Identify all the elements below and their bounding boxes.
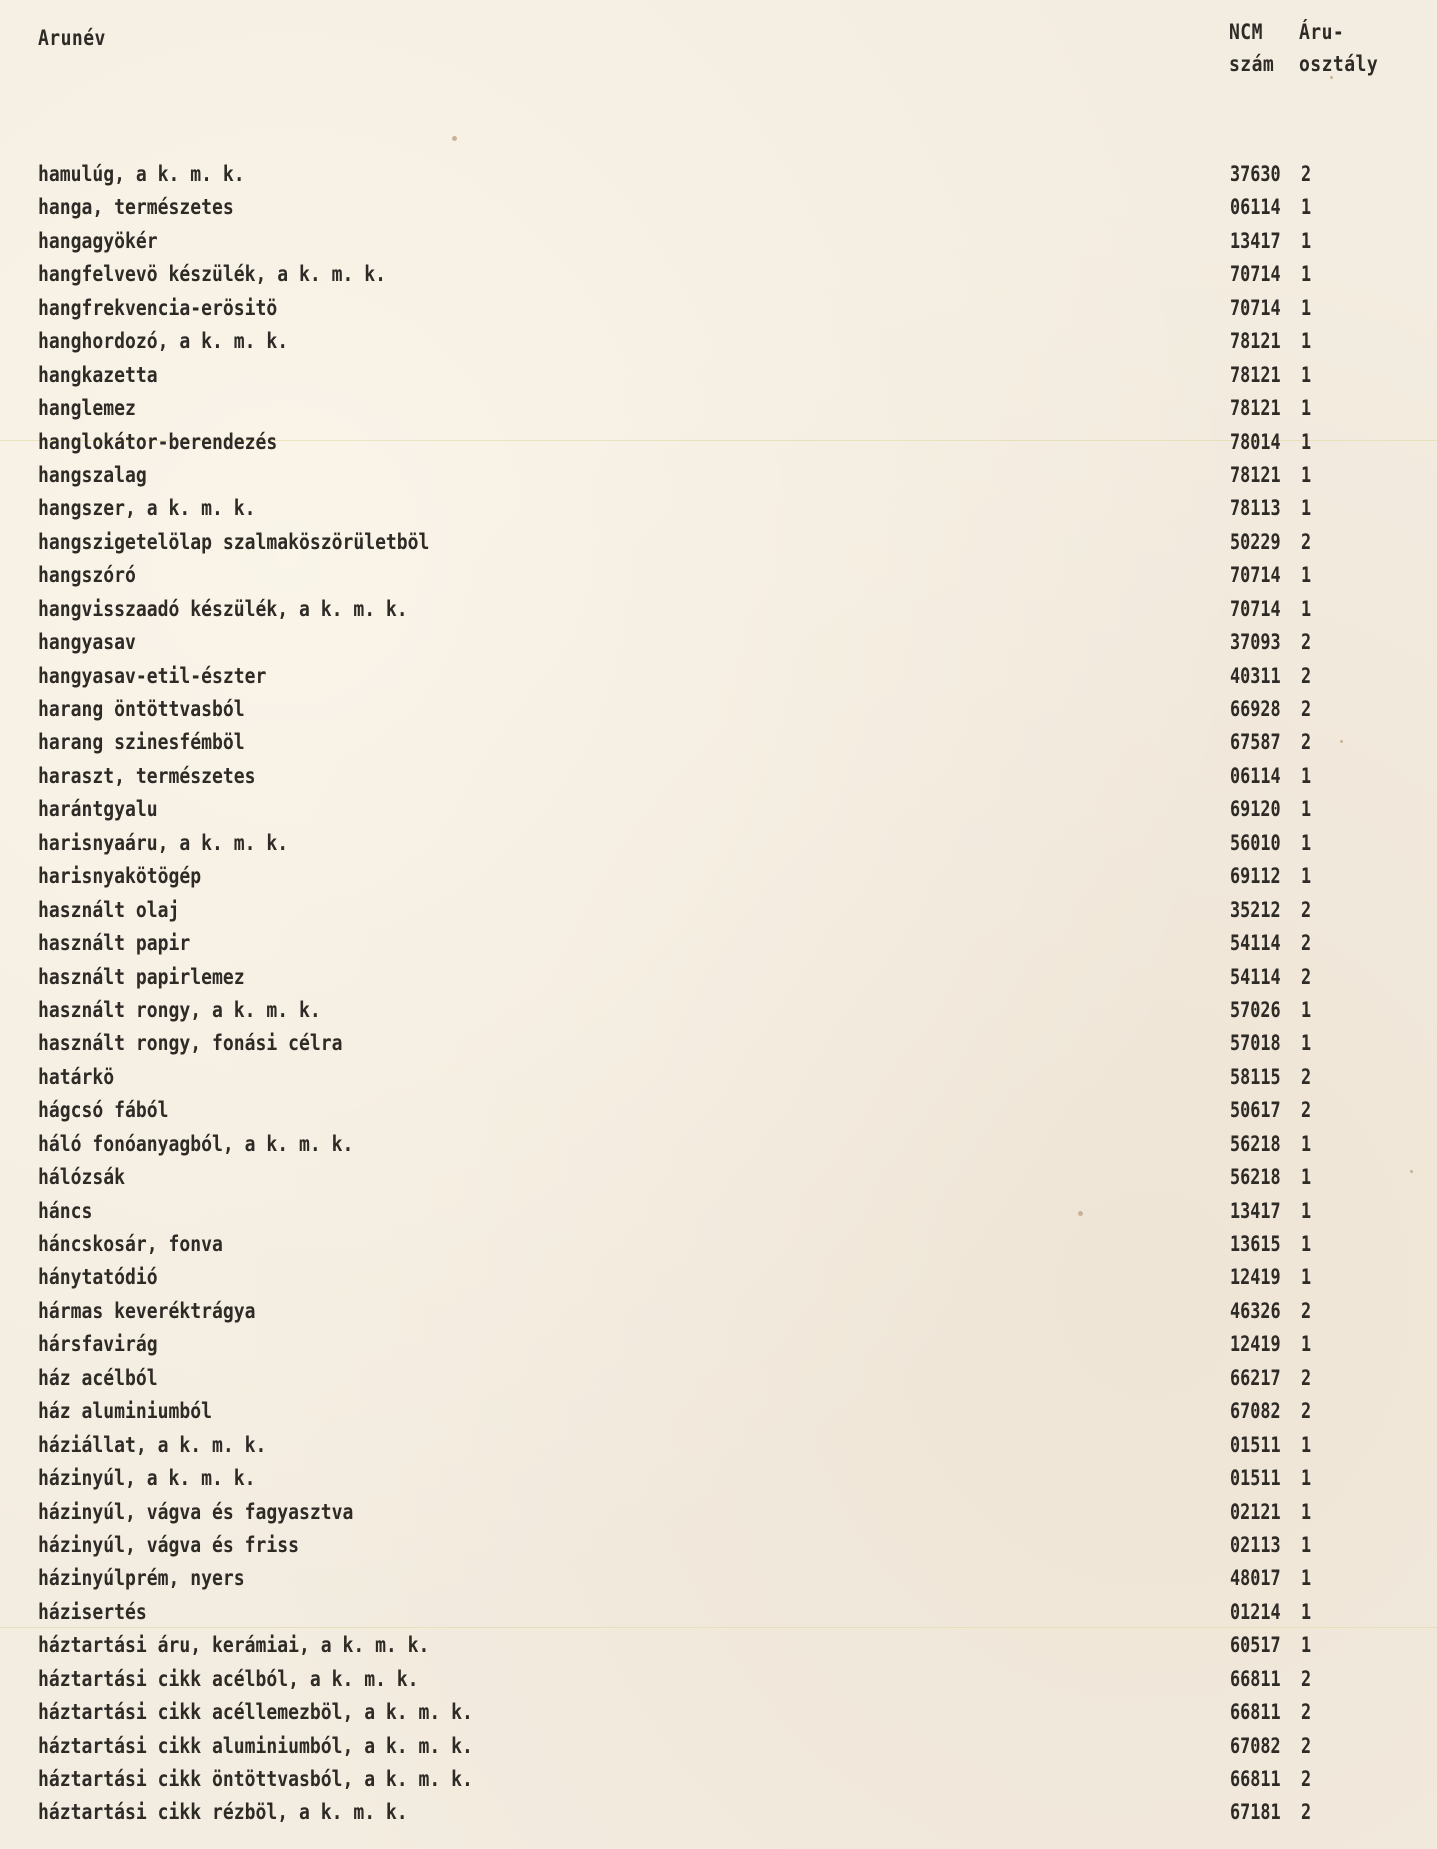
list-item bbox=[0, 459, 1437, 492]
item-ncm-number: 06114 bbox=[1230, 195, 1281, 220]
paper-speck bbox=[1330, 76, 1333, 79]
item-class: 1 bbox=[1301, 362, 1312, 387]
item-name: harisnyaáru, a k. m. k. bbox=[38, 830, 289, 855]
item-name: házinyúl, vágva és friss bbox=[38, 1532, 299, 1557]
item-class: 2 bbox=[1301, 697, 1312, 721]
item-class: 1 bbox=[1301, 1232, 1312, 1256]
item-name: hangkazetta bbox=[38, 362, 158, 387]
list-item bbox=[0, 1362, 1437, 1395]
item-ncm-number: 35212 bbox=[1230, 897, 1281, 922]
column-header-ncm-line2: szám bbox=[1229, 52, 1275, 76]
item-class: 1 bbox=[1301, 1165, 1312, 1190]
item-ncm-number: 06114 bbox=[1230, 763, 1281, 788]
list-item bbox=[0, 359, 1437, 392]
item-class: 2 bbox=[1301, 1365, 1312, 1390]
item-name: harang öntöttvasból bbox=[38, 697, 245, 721]
item-ncm-number: 46326 bbox=[1230, 1298, 1281, 1323]
item-class: 1 bbox=[1301, 396, 1312, 421]
item-ncm-number: 60517 bbox=[1230, 1633, 1281, 1658]
item-name: hangszigetelölap szalmaköszörületböl bbox=[38, 529, 430, 554]
item-name: házinyúl, a k. m. k. bbox=[38, 1466, 256, 1491]
item-ncm-number: 66811 bbox=[1230, 1666, 1281, 1691]
item-class: 1 bbox=[1301, 1031, 1312, 1056]
item-class: 1 bbox=[1301, 228, 1312, 253]
item-name: hamulúg, a k. m. k. bbox=[38, 162, 245, 186]
item-class: 1 bbox=[1301, 1599, 1312, 1624]
list-item bbox=[0, 693, 1437, 726]
list-item bbox=[0, 894, 1437, 927]
item-ncm-number: 48017 bbox=[1230, 1566, 1281, 1591]
item-name: használt papir bbox=[38, 931, 191, 956]
list-item bbox=[0, 191, 1437, 224]
item-name: ház aluminiumból bbox=[38, 1399, 212, 1424]
item-class: 2 bbox=[1301, 1800, 1312, 1825]
list-item bbox=[0, 1328, 1437, 1361]
item-class: 2 bbox=[1301, 931, 1312, 956]
item-name: harisnyakötögép bbox=[38, 864, 202, 889]
item-class: 1 bbox=[1301, 1633, 1312, 1658]
item-ncm-number: 01214 bbox=[1230, 1599, 1281, 1624]
item-ncm-number: 66811 bbox=[1230, 1700, 1281, 1725]
item-ncm-number: 67082 bbox=[1230, 1399, 1281, 1424]
list-item bbox=[0, 626, 1437, 659]
list-item bbox=[0, 827, 1437, 860]
item-ncm-number: 54114 bbox=[1230, 931, 1281, 956]
item-class: 2 bbox=[1301, 730, 1312, 755]
item-class: 1 bbox=[1301, 262, 1312, 287]
item-class: 1 bbox=[1301, 1198, 1312, 1223]
item-name: háztartási cikk öntöttvasból, a k. m. k. bbox=[38, 1767, 473, 1791]
item-ncm-number: 54114 bbox=[1230, 964, 1281, 989]
list-item bbox=[0, 258, 1437, 291]
item-ncm-number: 13417 bbox=[1230, 1198, 1281, 1223]
item-ncm-number: 70714 bbox=[1230, 295, 1281, 320]
item-name: hangyasav-etil-észter bbox=[38, 663, 267, 688]
item-name: hálózsák bbox=[38, 1165, 125, 1190]
item-name: hánytatódió bbox=[38, 1265, 158, 1290]
item-class: 2 bbox=[1301, 630, 1312, 655]
item-ncm-number: 70714 bbox=[1230, 596, 1281, 621]
column-header-class-line2: osztály bbox=[1299, 52, 1379, 76]
item-name: háncskosár, fonva bbox=[38, 1232, 223, 1256]
item-class: 2 bbox=[1301, 1733, 1312, 1758]
item-name: háló fonóanyagból, a k. m. k. bbox=[38, 1131, 354, 1156]
list-item bbox=[0, 426, 1437, 459]
item-name: házinyúl, vágva és fagyasztva bbox=[38, 1499, 354, 1524]
item-ncm-number: 67587 bbox=[1230, 730, 1281, 755]
list-item bbox=[0, 1696, 1437, 1729]
item-name: hársfavirág bbox=[38, 1332, 158, 1357]
item-class: 2 bbox=[1301, 1700, 1312, 1725]
list-item bbox=[0, 1763, 1437, 1796]
list-item bbox=[0, 1395, 1437, 1428]
item-name: harántgyalu bbox=[38, 797, 158, 822]
item-ncm-number: 78121 bbox=[1230, 462, 1281, 487]
item-name: házisertés bbox=[38, 1599, 147, 1624]
item-ncm-number: 56010 bbox=[1230, 830, 1281, 855]
list-item bbox=[0, 1496, 1437, 1529]
list-item bbox=[0, 793, 1437, 826]
item-name: ház acélból bbox=[38, 1365, 158, 1390]
list-item bbox=[0, 1562, 1437, 1595]
list-item bbox=[0, 1796, 1437, 1829]
item-ncm-number: 66217 bbox=[1230, 1365, 1281, 1390]
item-ncm-number: 02121 bbox=[1230, 1499, 1281, 1524]
item-ncm-number: 12419 bbox=[1230, 1265, 1281, 1290]
item-class: 2 bbox=[1301, 897, 1312, 922]
item-name: háztartási áru, kerámiai, a k. m. k. bbox=[38, 1633, 430, 1658]
item-ncm-number: 78113 bbox=[1230, 496, 1281, 521]
item-ncm-number: 78121 bbox=[1230, 396, 1281, 421]
item-class: 1 bbox=[1301, 1432, 1312, 1457]
item-name: harang szinesfémböl bbox=[38, 730, 245, 755]
item-class: 1 bbox=[1301, 295, 1312, 320]
item-class: 1 bbox=[1301, 864, 1312, 889]
item-ncm-number: 50617 bbox=[1230, 1098, 1281, 1123]
item-ncm-number: 78121 bbox=[1230, 329, 1281, 354]
list-item bbox=[0, 1228, 1437, 1261]
item-name: hármas keveréktrágya bbox=[38, 1298, 256, 1323]
commodity-list bbox=[0, 158, 1437, 1830]
column-header-class: Áru- bbox=[1299, 20, 1345, 44]
list-item bbox=[0, 1462, 1437, 1495]
item-ncm-number: 37093 bbox=[1230, 630, 1281, 655]
item-name: hanga, természetes bbox=[38, 195, 234, 220]
list-item bbox=[0, 1663, 1437, 1696]
item-name: hangszalag bbox=[38, 462, 147, 487]
list-item bbox=[0, 559, 1437, 592]
list-item bbox=[0, 1730, 1437, 1763]
item-class: 2 bbox=[1301, 964, 1312, 989]
item-class: 1 bbox=[1301, 797, 1312, 822]
item-ncm-number: 66811 bbox=[1230, 1767, 1281, 1791]
item-class: 2 bbox=[1301, 1098, 1312, 1123]
item-name: háncs bbox=[38, 1198, 93, 1223]
item-ncm-number: 66928 bbox=[1230, 697, 1281, 721]
list-item bbox=[0, 325, 1437, 358]
item-class: 1 bbox=[1301, 1265, 1312, 1290]
item-name: hangfrekvencia-erösitö bbox=[38, 295, 278, 320]
item-ncm-number: 56218 bbox=[1230, 1131, 1281, 1156]
item-name: használt olaj bbox=[38, 897, 180, 922]
item-ncm-number: 58115 bbox=[1230, 1064, 1281, 1089]
column-header-ncm: NCM bbox=[1229, 20, 1263, 44]
list-item bbox=[0, 1596, 1437, 1629]
list-item bbox=[0, 760, 1437, 793]
item-ncm-number: 02113 bbox=[1230, 1532, 1281, 1557]
item-class: 1 bbox=[1301, 563, 1312, 588]
list-item bbox=[0, 1261, 1437, 1294]
item-ncm-number: 50229 bbox=[1230, 529, 1281, 554]
list-item bbox=[0, 1061, 1437, 1094]
item-ncm-number: 67082 bbox=[1230, 1733, 1281, 1758]
item-name: háziállat, a k. m. k. bbox=[38, 1432, 267, 1457]
item-name: hangvisszaadó készülék, a k. m. k. bbox=[38, 596, 408, 621]
item-name: hangszer, a k. m. k. bbox=[38, 496, 256, 521]
item-ncm-number: 57026 bbox=[1230, 997, 1281, 1022]
item-class: 2 bbox=[1301, 1767, 1312, 1791]
item-class: 1 bbox=[1301, 462, 1312, 487]
list-item bbox=[0, 1529, 1437, 1562]
item-name: hanglokátor-berendezés bbox=[38, 429, 278, 454]
item-ncm-number: 57018 bbox=[1230, 1031, 1281, 1056]
item-name: háztartási cikk aluminiumból, a k. m. k. bbox=[38, 1733, 473, 1758]
item-ncm-number: 69112 bbox=[1230, 864, 1281, 889]
list-item bbox=[0, 1295, 1437, 1328]
item-class: 1 bbox=[1301, 1131, 1312, 1156]
item-name: haraszt, természetes bbox=[38, 763, 256, 788]
item-name: hanglemez bbox=[38, 396, 136, 421]
list-item bbox=[0, 392, 1437, 425]
item-class: 1 bbox=[1301, 596, 1312, 621]
item-class: 1 bbox=[1301, 1532, 1312, 1557]
item-class: 2 bbox=[1301, 1399, 1312, 1424]
item-name: hanghordozó, a k. m. k. bbox=[38, 329, 289, 354]
item-name: határkö bbox=[38, 1064, 115, 1089]
list-item bbox=[0, 593, 1437, 626]
item-name: hangszóró bbox=[38, 563, 136, 588]
item-class: 1 bbox=[1301, 997, 1312, 1022]
list-item bbox=[0, 726, 1437, 759]
list-item bbox=[0, 961, 1437, 994]
item-class: 1 bbox=[1301, 1566, 1312, 1591]
list-item bbox=[0, 660, 1437, 693]
list-item bbox=[0, 225, 1437, 258]
item-ncm-number: 01511 bbox=[1230, 1466, 1281, 1491]
item-ncm-number: 37630 bbox=[1230, 162, 1281, 186]
item-class: 2 bbox=[1301, 1298, 1312, 1323]
item-name: használt papirlemez bbox=[38, 964, 245, 989]
list-item bbox=[0, 1195, 1437, 1228]
list-item bbox=[0, 1429, 1437, 1462]
item-name: hangyasav bbox=[38, 630, 136, 655]
list-item bbox=[0, 526, 1437, 559]
column-header-name: Arunév bbox=[38, 26, 106, 50]
item-class: 2 bbox=[1301, 663, 1312, 688]
list-item bbox=[0, 927, 1437, 960]
item-class: 2 bbox=[1301, 1666, 1312, 1691]
item-ncm-number: 67181 bbox=[1230, 1800, 1281, 1825]
item-class: 2 bbox=[1301, 1064, 1312, 1089]
paper-speck bbox=[452, 136, 457, 141]
list-item bbox=[0, 1161, 1437, 1194]
list-item bbox=[0, 860, 1437, 893]
list-item bbox=[0, 1027, 1437, 1060]
item-ncm-number: 40311 bbox=[1230, 663, 1281, 688]
list-item bbox=[0, 1094, 1437, 1127]
item-class: 2 bbox=[1301, 529, 1312, 554]
item-class: 1 bbox=[1301, 329, 1312, 354]
item-ncm-number: 78014 bbox=[1230, 429, 1281, 454]
item-name: használt rongy, a k. m. k. bbox=[38, 997, 321, 1022]
item-class: 1 bbox=[1301, 1499, 1312, 1524]
item-name: hágcsó fából bbox=[38, 1098, 169, 1123]
item-class: 1 bbox=[1301, 763, 1312, 788]
item-class: 1 bbox=[1301, 1466, 1312, 1491]
list-item bbox=[0, 1629, 1437, 1662]
item-name: használt rongy, fonási célra bbox=[38, 1031, 343, 1056]
item-class: 1 bbox=[1301, 830, 1312, 855]
item-ncm-number: 13615 bbox=[1230, 1232, 1281, 1256]
item-ncm-number: 12419 bbox=[1230, 1332, 1281, 1357]
item-name: házinyúlprém, nyers bbox=[38, 1566, 245, 1591]
item-ncm-number: 69120 bbox=[1230, 797, 1281, 822]
item-name: háztartási cikk rézböl, a k. m. k. bbox=[38, 1800, 408, 1825]
item-ncm-number: 13417 bbox=[1230, 228, 1281, 253]
item-class: 1 bbox=[1301, 1332, 1312, 1357]
list-item bbox=[0, 158, 1437, 191]
item-name: hangagyökér bbox=[38, 228, 158, 253]
item-ncm-number: 56218 bbox=[1230, 1165, 1281, 1190]
item-class: 1 bbox=[1301, 496, 1312, 521]
item-class: 1 bbox=[1301, 195, 1312, 220]
item-ncm-number: 01511 bbox=[1230, 1432, 1281, 1457]
item-ncm-number: 70714 bbox=[1230, 262, 1281, 287]
item-ncm-number: 78121 bbox=[1230, 362, 1281, 387]
list-item bbox=[0, 994, 1437, 1027]
item-class: 2 bbox=[1301, 162, 1312, 186]
list-item bbox=[0, 492, 1437, 525]
item-class: 1 bbox=[1301, 429, 1312, 454]
item-ncm-number: 70714 bbox=[1230, 563, 1281, 588]
list-item bbox=[0, 292, 1437, 325]
item-name: háztartási cikk acéllemezböl, a k. m. k. bbox=[38, 1700, 473, 1725]
item-name: háztartási cikk acélból, a k. m. k. bbox=[38, 1666, 419, 1691]
item-name: hangfelvevö készülék, a k. m. k. bbox=[38, 262, 386, 287]
list-item bbox=[0, 1128, 1437, 1161]
